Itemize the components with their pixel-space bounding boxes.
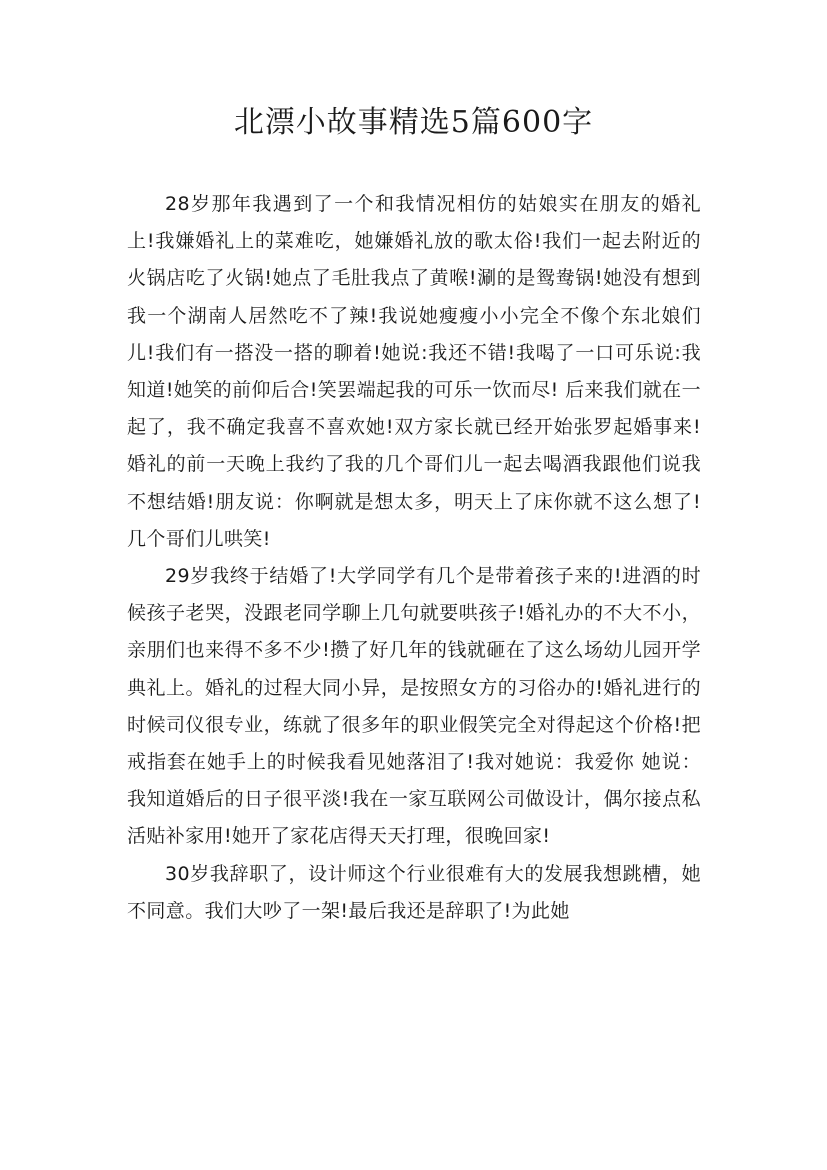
- paragraph-3: 30岁我辞职了，设计师这个行业很难有大的发展我想跳槽，她不同意。我们大吵了一架!最后我还是辞职了!为此她: [127, 862, 701, 922]
- paragraph-1: 28岁那年我遇到了一个和我情况相仿的姑娘实在朋友的婚礼上!我嫌婚礼上的菜难吃，她嫌婚礼放的歌太俗!我们一起去附近的火锅店吃了火锅!她点了毛肚我点了黄喉!涮的是鸳鸯锅!她没有想到我一个湖南人居然吃不了辣!我说她瘦瘦小小完全不像个东北娘们儿!我们有一搭没一搭的聊着!她说:我还不错!我喝了一口可乐说:我知道!她笑的前仰后合!笑罢端起我的可乐一饮而尽! 后来我们就在一起了，我不确定我喜不喜欢她!双方家长就已经开始张罗起婚事来!婚礼的前一天晚上我约了我的几个哥们儿一起去喝酒我跟他们说我不想结婚!朋友说：你啊就是想太多，明天上了床你就不这么想了!几个哥们儿哄笑!: [127, 193, 701, 550]
- paragraph-2: 29岁我终于结婚了!大学同学有几个是带着孩子来的!进酒的时候孩子老哭，没跟老同学聊上几句就要哄孩子!婚礼办的不大不小，亲朋们也来得不多不少!攒了好几年的钱就砸在了这么场幼儿园开学典礼上。婚礼的过程大同小异，是按照女方的习俗办的!婚礼进行的时候司仪很专业，练就了很多年的职业假笑完全对得起这个价格!把戒指套在她手上的时候我看见她落泪了!我对她说：我爱你 她说：我知道婚后的日子很平淡!我在一家互联网公司做设计，偶尔接点私活贴补家用!她开了家花店得天天打理，很晚回家!: [127, 565, 701, 848]
- document-title: 北漂小故事精选5篇600字: [233, 105, 594, 140]
- document-body: [127, 186, 701, 930]
